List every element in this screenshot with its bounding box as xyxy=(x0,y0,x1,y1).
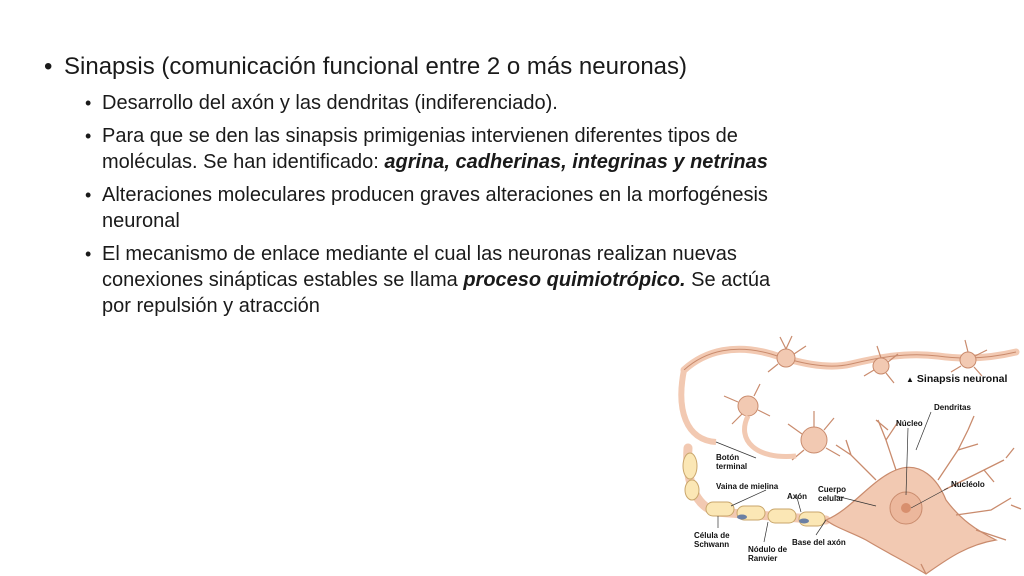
label-cuerpo-celular: Cuerpo celular xyxy=(818,485,846,503)
bullet-synapsis xyxy=(44,52,774,82)
bullet-text: Sinapsis (comunicación funcional entre 2 o más neuronas) xyxy=(64,53,688,80)
label-base-axon: Base del axón xyxy=(792,538,846,547)
label-nucleolo: Nucléolo xyxy=(951,480,985,489)
caption-text: Sinapsis neuronal xyxy=(916,373,1008,385)
label-axon: Axón xyxy=(787,492,807,501)
bullet-chemotropic xyxy=(44,241,774,319)
bullet-text: Alteraciones moleculares producen graves alteraciones en la morfogénesis neuronal xyxy=(102,184,768,232)
bullet-text: Desarrollo del axón y las dendritas (indiferenciado). xyxy=(102,92,558,114)
label-dendritas: Dendritas xyxy=(934,403,971,412)
triangle-icon: ▲ xyxy=(906,375,914,384)
bullet-axon-development xyxy=(44,90,774,116)
figure-caption xyxy=(906,373,1007,385)
label-nucleo: Núcleo xyxy=(896,419,923,428)
bullet-list xyxy=(44,52,774,326)
neuron-illustration xyxy=(676,330,1024,576)
nucleolus xyxy=(901,503,911,513)
bullet-text: El mecanismo de enlace mediante el cual las neuronas realizan nuevas conexiones sinápticas estables se llama xyxy=(102,243,737,291)
label-nodulo-ranvier: Nódulo de Ranvier xyxy=(748,545,788,563)
bullet-text-tail: Se actúa por repulsión y atracción xyxy=(102,269,771,317)
label-celula-schwann: Célula de Schwann xyxy=(694,531,730,549)
molecule-names: agrina, cadherinas, integrinas y netrinas xyxy=(384,151,768,173)
bullet-text: Para que se den las sinapsis primigenias intervienen diferentes tipos de moléculas. Se han identificado: xyxy=(102,125,738,173)
label-boton-terminal: Botón terminal xyxy=(716,453,748,471)
bullet-molecules xyxy=(44,123,774,175)
process-name: proceso quimiotrópico. xyxy=(463,269,686,291)
bullet-alterations xyxy=(44,182,774,234)
label-vaina-mielina: Vaina de mielina xyxy=(716,482,779,491)
